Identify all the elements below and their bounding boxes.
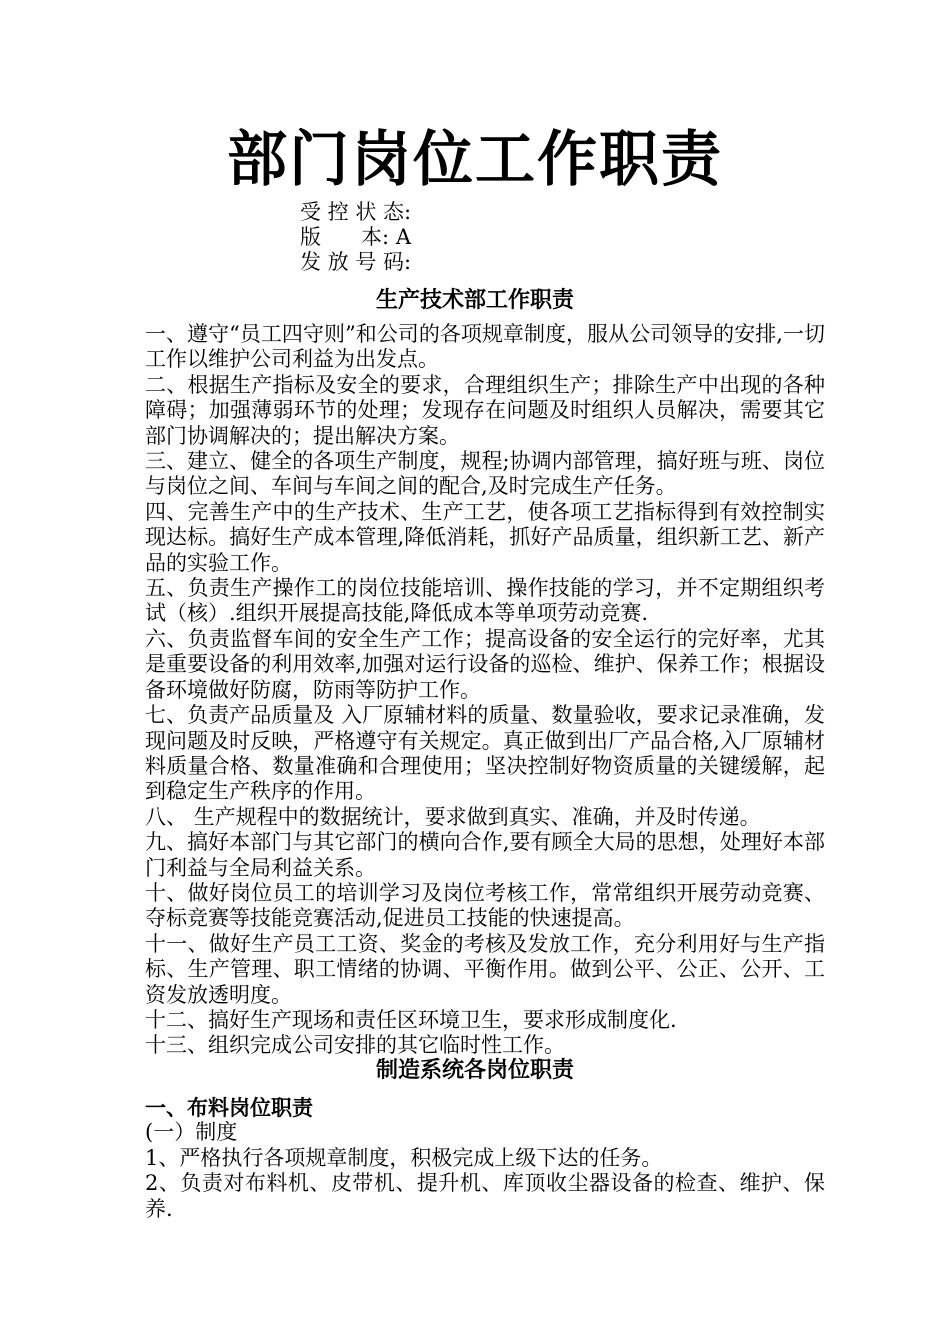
section-heading-manufacturing: 制造系统各岗位职责 <box>375 1057 574 1083</box>
control-status-label: 受 控 状 态: <box>300 200 412 224</box>
control-info <box>300 200 411 275</box>
duty-paragraph: 九、搞好本部门与其它部门的横向合作,要有顾全大局的思想，处理好本部门利益与全局利益关系。 <box>145 830 825 880</box>
version-value: A <box>395 225 411 249</box>
issue-number-label: 发 放 号 码: <box>300 250 412 274</box>
subsection-subheading: (一）制度 <box>145 1120 238 1145</box>
duty-paragraph: 四、完善生产中的生产技术、生产工艺，使各项工艺指标得到有效控制实现达标。搞好生产成本管理,降低消耗，抓好产品质量，组织新工艺、新产品的实验工作。 <box>145 499 825 575</box>
duty-paragraph: 十一、做好生产员工工资、奖金的考核及发放工作，充分利用好与生产指标、生产管理、职工情绪的协调、平衡作用。做到公平、公正、公开、工资发放透明度。 <box>145 931 825 1007</box>
section-heading-production-tech: 生产技术部工作职责 <box>375 287 574 313</box>
production-tech-duties <box>145 322 825 1059</box>
duty-paragraph: 六、负责监督车间的安全生产工作；提高设备的安全运行的完好率，尤其是重要设备的利用效率,加强对运行设备的巡检、维护、保养工作；根据设备环境做好防腐，防雨等防护工作。 <box>145 626 825 702</box>
subsection-heading: 一、布料岗位职责 <box>145 1095 313 1120</box>
duty-paragraph: 三、建立、健全的各项生产制度，规程;协调内部管理，搞好班与班、岗位与岗位之间、车间与车间之间的配合,及时完成生产任务。 <box>145 449 825 499</box>
version-label: 版 本: <box>300 225 390 249</box>
issue-number-row <box>300 250 411 275</box>
duty-paragraph: 十、做好岗位员工的培训学习及岗位考核工作，常常组织开展劳动竞赛、夺标竞赛等技能竞赛活动,促进员工技能的快速提高。 <box>145 880 825 931</box>
duty-paragraph: 七、负责产品质量及 入厂原辅材料的质量、数量验收，要求记录准确，发现问题及时反映，严格遵守有关规定。真正做到出厂产品合格,入厂原辅材料质量合格、数量准确和合理使用；坚决控制好物资质量的关键缓解，起到稳定生产秩序的作用。 <box>145 703 825 804</box>
version-row <box>300 225 411 250</box>
duty-paragraph: 十三、组织完成公司安排的其它临时性工作。 <box>145 1033 565 1058</box>
duty-paragraph: 2、负责对布料机、皮带机、提升机、库顶收尘器设备的检查、维护、保养. <box>145 1171 825 1221</box>
duty-paragraph: 八、 生产规程中的数据统计，要求做到真实、准确，并及时传递。 <box>145 804 761 829</box>
control-status-row <box>300 200 411 225</box>
manufacturing-duties <box>145 1095 825 1222</box>
duty-paragraph: 二、根据生产指标及安全的要求，合理组织生产；排除生产中出现的各种障碍；加强薄弱环节的处理；发现存在问题及时组织人员解决，需要其它部门协调解决的；提出解决方案。 <box>145 372 825 448</box>
duty-paragraph: 十二、搞好生产现场和责任区环境卫生，要求形成制度化. <box>145 1007 677 1032</box>
duty-paragraph: 一、遵守“员工四守则”和公司的各项规章制度，服从公司领导的安排,一切工作以维护公司利益为出发点。 <box>145 322 825 372</box>
duty-paragraph: 1、严格执行各项规章制度，积极完成上级下达的任务。 <box>145 1145 663 1170</box>
document-title: 部门岗位工作职责 <box>227 125 723 195</box>
duty-paragraph: 五、负责生产操作工的岗位技能培训、操作技能的学习，并不定期组织考试（核）.组织开展提高技能,降低成本等单项劳动竞赛. <box>145 576 825 626</box>
